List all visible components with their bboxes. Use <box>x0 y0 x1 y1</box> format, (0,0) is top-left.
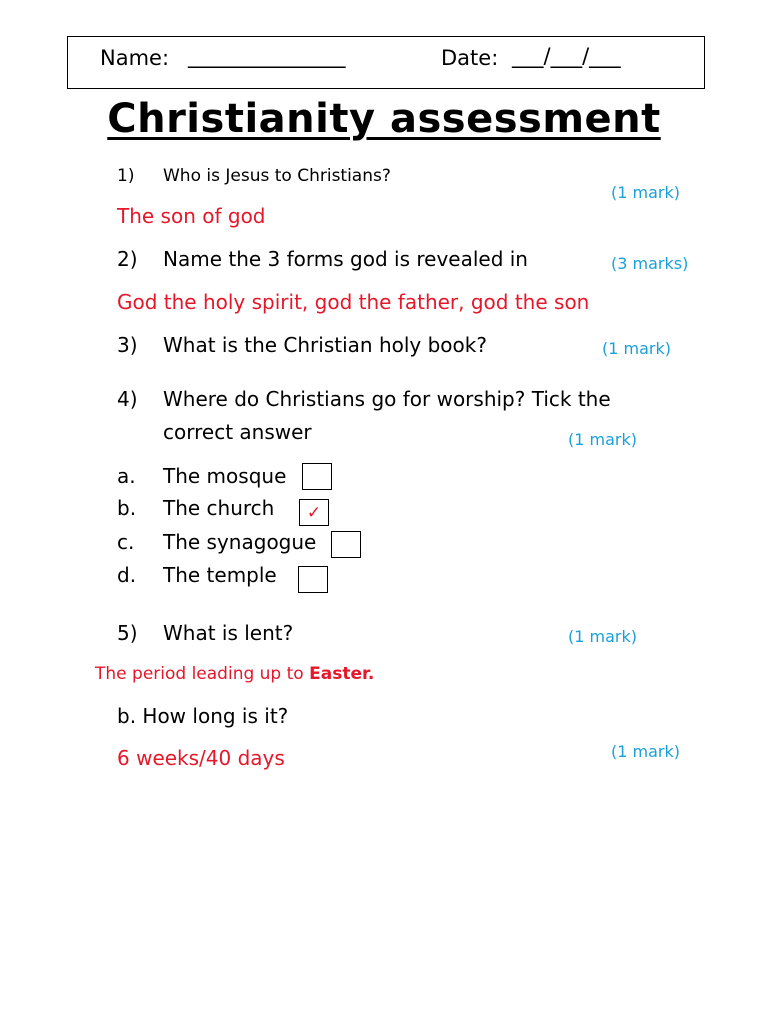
option-d-checkbox[interactable] <box>298 566 328 593</box>
q5b-text: b. How long is it? <box>117 704 289 728</box>
q4-marks: (1 mark) <box>568 430 637 449</box>
q5b-answer[interactable]: 6 weeks/40 days <box>117 746 285 770</box>
option-c-checkbox[interactable] <box>331 531 361 558</box>
q4-text-line1: Where do Christians go for worship? Tick the <box>163 387 611 411</box>
option-a-text: The mosque <box>163 464 287 488</box>
q4-number: 4) <box>117 387 138 411</box>
option-c-text: The synagogue <box>163 530 317 554</box>
option-d-letter: d. <box>117 563 137 587</box>
option-a-checkbox[interactable] <box>302 463 332 490</box>
option-b-text: The church <box>163 496 275 520</box>
q2-answer[interactable]: God the holy spirit, god the father, god the son <box>117 290 590 314</box>
q5b-marks: (1 mark) <box>611 742 680 761</box>
check-icon: ✓ <box>306 502 322 523</box>
q5-marks: (1 mark) <box>568 627 637 646</box>
option-b-checkbox[interactable] <box>299 499 329 526</box>
option-b-letter: b. <box>117 496 137 520</box>
q1-number: 1) <box>117 166 135 186</box>
page-title: Christianity assessment <box>107 96 661 142</box>
q1-answer[interactable]: The son of god <box>117 204 266 228</box>
option-a-letter: a. <box>117 464 136 488</box>
q2-number: 2) <box>117 247 138 271</box>
q1-marks: (1 mark) <box>611 183 680 202</box>
date-label: Date: <box>441 46 499 70</box>
q4-text-line2: correct answer <box>163 420 312 444</box>
q5-answer-prefix: The period leading up to <box>95 664 310 684</box>
q3-marks: (1 mark) <box>602 339 671 358</box>
q5-number: 5) <box>117 621 138 645</box>
option-c-letter: c. <box>117 530 135 554</box>
option-d-text: The temple <box>163 563 277 587</box>
q3-number: 3) <box>117 333 138 357</box>
q2-text: Name the 3 forms god is revealed in <box>163 247 528 271</box>
name-label: Name: <box>100 46 170 70</box>
q5-text: What is lent? <box>163 621 294 645</box>
q1-text: Who is Jesus to Christians? <box>163 166 391 186</box>
name-blank[interactable]: _______________ <box>188 44 346 68</box>
q2-marks: (3 marks) <box>611 254 689 273</box>
q3-text: What is the Christian holy book? <box>163 333 487 357</box>
date-blank[interactable]: ___/___/___ <box>512 44 621 68</box>
q5-answer[interactable] <box>95 664 374 684</box>
q5-answer-bold: Easter. <box>309 664 375 684</box>
